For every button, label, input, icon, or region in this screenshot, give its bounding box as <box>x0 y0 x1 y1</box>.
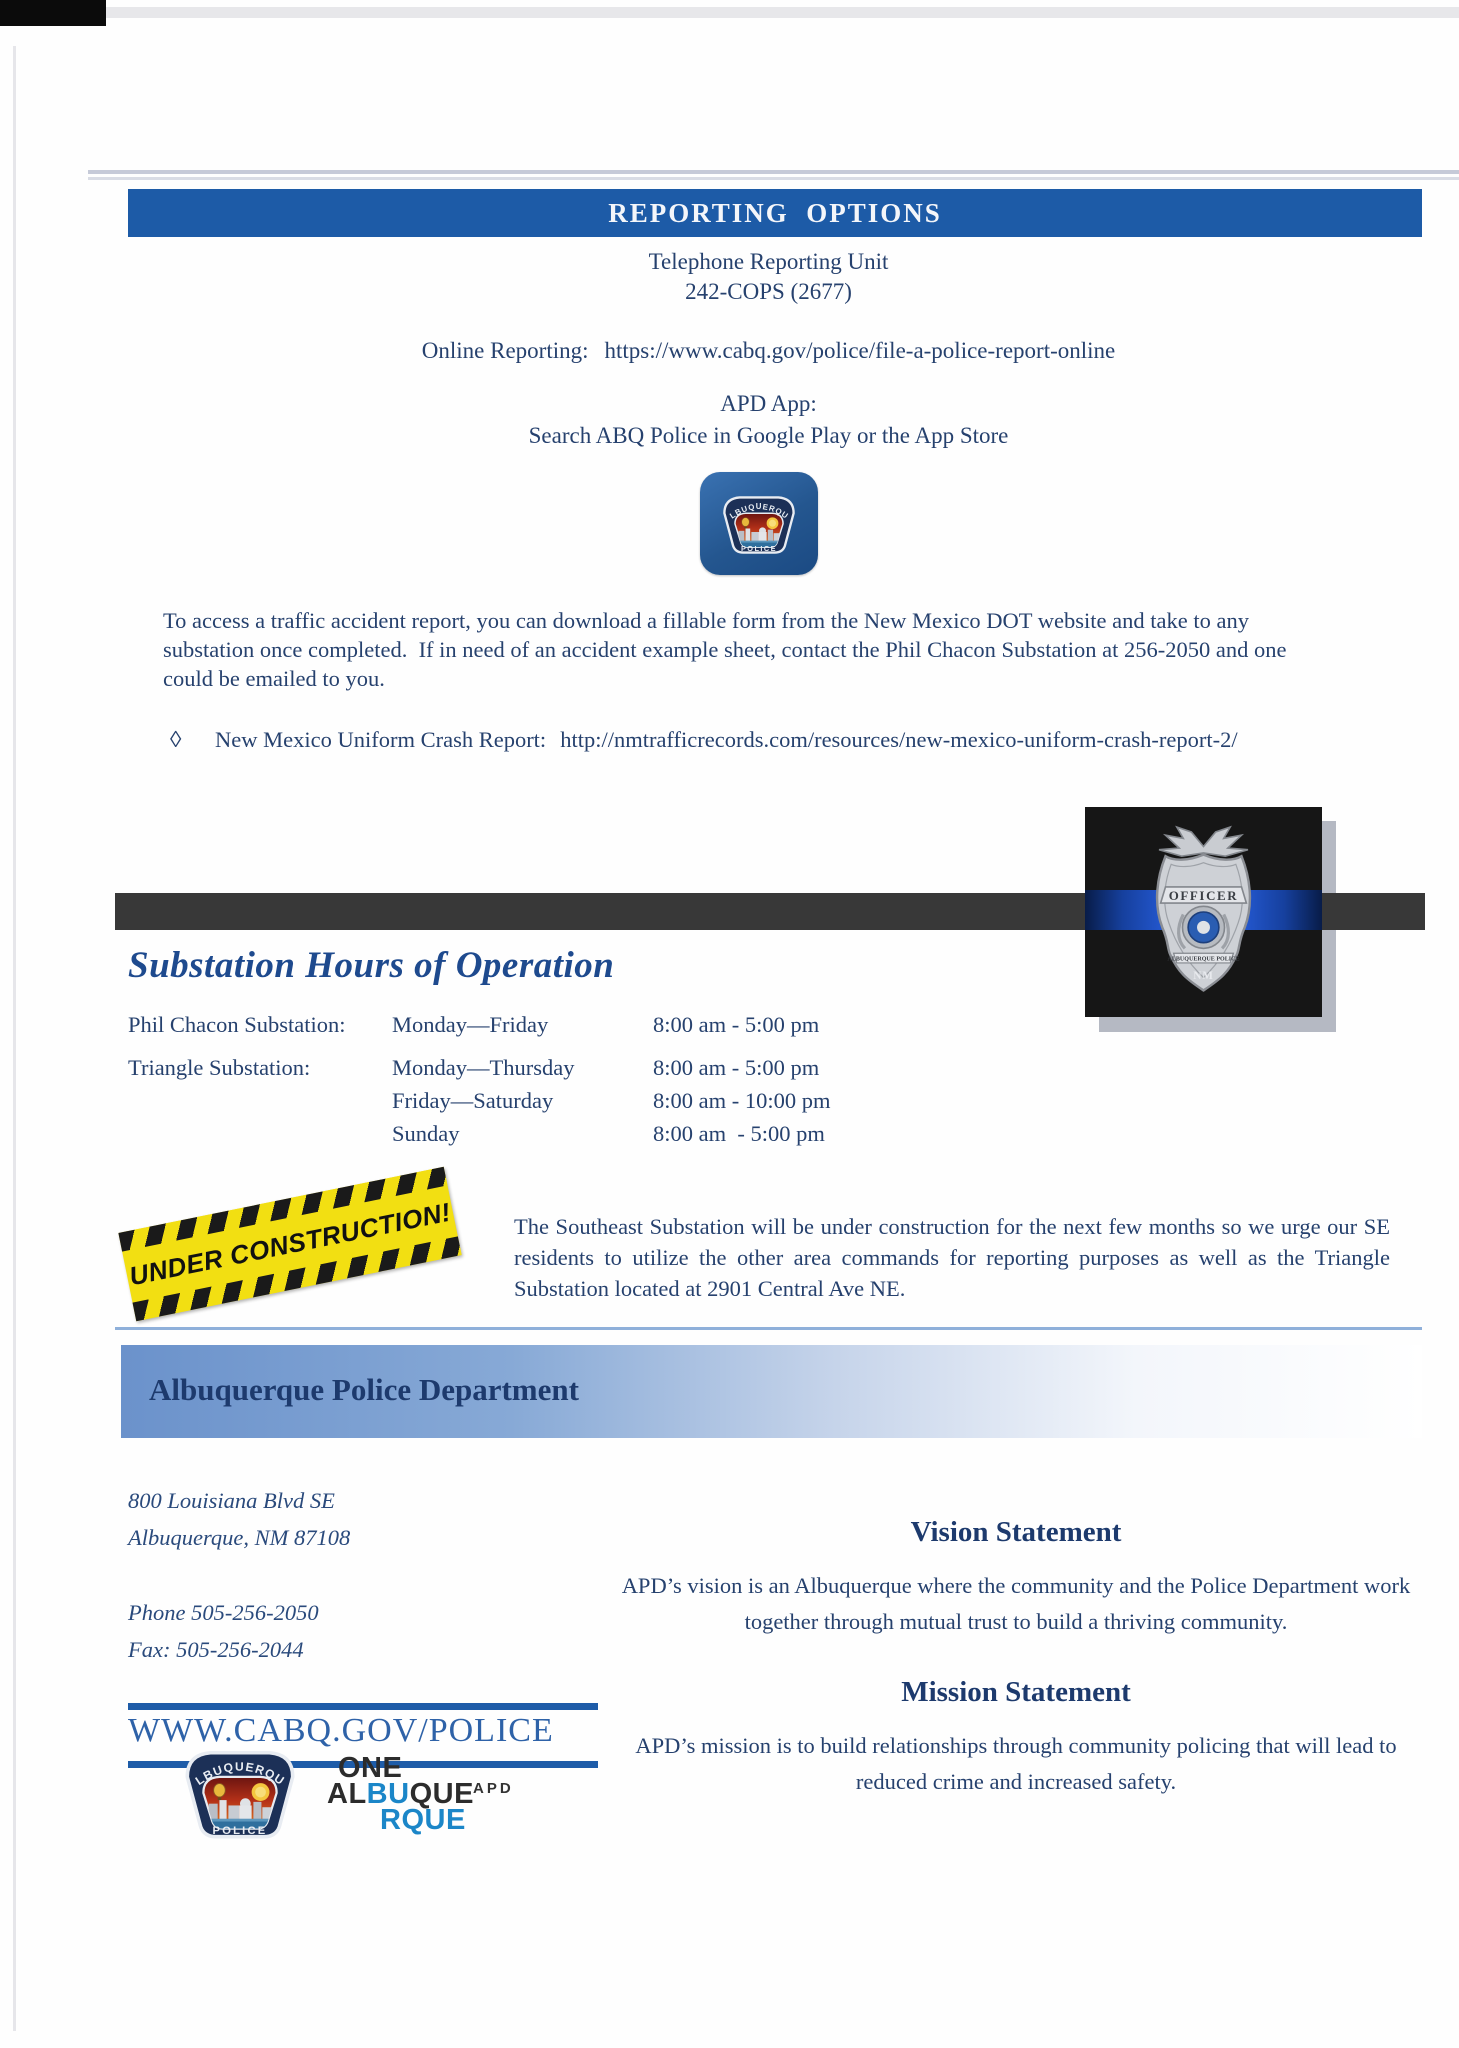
apd-patch-logo <box>173 1741 307 1844</box>
hours-days: Monday—Friday <box>392 1012 549 1037</box>
one-abq-line1: ONE <box>338 1752 403 1784</box>
substation-hours-title: Substation Hours of Operation <box>128 945 615 986</box>
website-url[interactable]: WWW.CABQ.GOV/POLICE <box>128 1712 554 1749</box>
hours-row <box>128 1121 1028 1151</box>
online-reporting-line <box>115 338 1422 364</box>
header-divider-line <box>88 170 1459 174</box>
hours-row <box>128 1088 1028 1118</box>
diamond-bullet-icon: ◊ <box>170 727 182 752</box>
under-construction-banner <box>118 1167 461 1321</box>
officer-badge-photo <box>1085 807 1322 1017</box>
address-line-2: Albuquerque, NM 87108 <box>128 1525 351 1550</box>
charcoal-band-left <box>115 893 1085 930</box>
one-abq-line2-black: AL <box>327 1778 367 1810</box>
mission-statement-title: Mission Statement <box>901 1676 1131 1708</box>
online-reporting-link[interactable]: https://www.cabq.gov/police/file-a-police-report-online <box>604 338 1116 363</box>
department-banner-title: Albuquerque Police Department <box>149 1372 579 1407</box>
one-abq-line2-black2: QUE <box>409 1778 474 1810</box>
hours-days: Sunday <box>392 1121 460 1146</box>
apd-patch-icon <box>715 485 803 562</box>
scan-top-edge-artifact <box>106 7 1459 18</box>
officer-badge-image <box>1132 819 1275 1005</box>
footer-divider-line <box>115 1327 1422 1330</box>
hours-row <box>128 1012 1028 1042</box>
online-reporting-label: Online Reporting: <box>421 338 589 363</box>
charcoal-band-right <box>1322 893 1425 930</box>
apd-app-icon <box>700 472 818 575</box>
header-divider-line-2 <box>88 177 1459 180</box>
hours-time: 8:00 am - 5:00 pm <box>653 1012 820 1037</box>
one-abq-line2-blue: BU <box>366 1778 410 1810</box>
apd-app-label: APD App: <box>720 391 817 416</box>
one-abq-apd-suffix: APD <box>473 1780 514 1797</box>
telephone-number: 242-COPS (2677) <box>685 279 852 304</box>
accident-report-paragraph: To access a traffic accident report, you can download a fillable form from the New Mexico DOT website and take to any substation once completed. If in need of an accident example sheet, contact the Phil Chacon Substation at 256-2050 and one could be emailed to you. <box>163 608 1293 692</box>
hours-days: Monday—Thursday <box>392 1055 575 1080</box>
hours-location: Phil Chacon Substation: <box>128 1012 346 1037</box>
address-line-1: 800 Louisiana Blvd SE <box>128 1488 335 1513</box>
under-construction-text: UNDER CONSTRUCTION! <box>126 1196 454 1291</box>
hours-row <box>128 1055 1028 1085</box>
banner-title: REPORTING OPTIONS <box>608 198 942 228</box>
scan-left-edge-artifact <box>13 46 16 2031</box>
department-banner <box>121 1345 1422 1438</box>
website-rule-top <box>128 1703 598 1710</box>
hours-location: Triangle Substation: <box>128 1055 311 1080</box>
crash-report-row <box>170 727 1420 753</box>
telephone-reporting-label: Telephone Reporting Unit <box>648 249 889 274</box>
vision-statement-text: APD’s vision is an Albuquerque where the community and the Police Department work together through mutual trust to build a thriving community. <box>621 1573 1411 1634</box>
phone-line: Phone 505-256-2050 <box>128 1600 319 1625</box>
mission-statement-text: APD’s mission is to build relationships through community policing that will lead to reduced crime and increased safety. <box>635 1733 1397 1794</box>
crash-report-label: New Mexico Uniform Crash Report: <box>215 727 547 752</box>
fax-line: Fax: 505-256-2044 <box>128 1637 304 1662</box>
crash-report-link[interactable]: http://nmtrafficrecords.com/resources/new-mexico-uniform-crash-report-2/ <box>560 727 1238 752</box>
hours-time: 8:00 am - 10:00 pm <box>653 1088 831 1113</box>
hours-time: 8:00 am - 5:00 pm <box>653 1121 825 1146</box>
reporting-options-banner <box>128 189 1422 237</box>
vision-statement-title: Vision Statement <box>910 1516 1122 1548</box>
one-albuquerque-logo <box>327 1752 474 1836</box>
hours-time: 8:00 am - 5:00 pm <box>653 1055 820 1080</box>
scan-corner-artifact <box>0 0 106 26</box>
apd-app-instructions: Search ABQ Police in Google Play or the App Store <box>528 423 1009 448</box>
hours-days: Friday—Saturday <box>392 1088 554 1113</box>
one-abq-line3: RQUE <box>380 1804 466 1836</box>
construction-notice-paragraph: The Southeast Substation will be under construction for the next few months so we urge our SE residents to utilize the other area commands for reporting purposes as well as the Triangle Substation located at 2901 Central Ave NE. <box>514 1214 1390 1301</box>
